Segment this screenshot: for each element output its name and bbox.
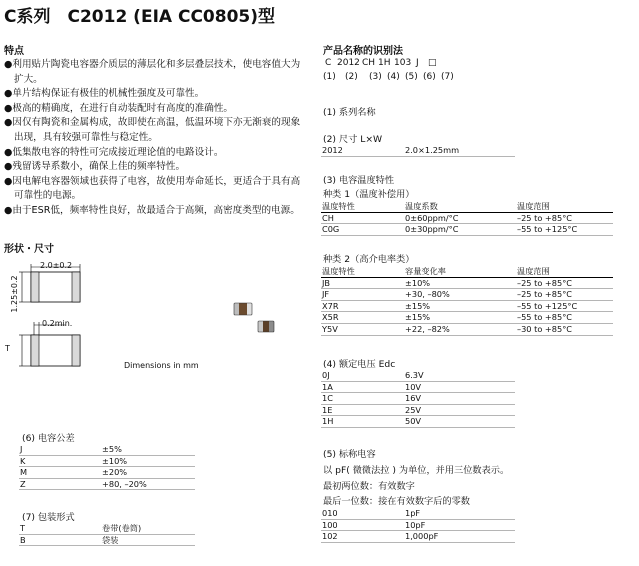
capacitance-line: 以 pF( 微微法拉 ) 为单位，并用三位数表示。	[323, 465, 510, 476]
table-row: K ±10%	[19, 455, 195, 467]
table-row: C0G 0±30ppm/°C –55 to +125°C	[321, 224, 613, 236]
class1-heading: 种类 1（温度补偿用）	[323, 189, 415, 200]
table-row: B 袋装	[19, 534, 195, 546]
feature-item: ●残留诱导系数小，确保上佳的频率特性。	[4, 161, 186, 173]
tolerance-heading: (6) 电容公差	[22, 433, 75, 444]
table-row: 2012 2.0×1.25mm	[321, 145, 515, 156]
voltage-table	[321, 370, 515, 428]
table-row: 1A 10V	[321, 381, 515, 393]
capacitance-line: 最初两位数：有效数字	[323, 481, 415, 492]
table-row: X7R ±15% –55 to +125°C	[321, 300, 613, 312]
capacitance-table	[321, 508, 515, 543]
table-row: 1H 50V	[321, 416, 515, 428]
class1-table	[321, 201, 613, 236]
table-row: M ±20%	[19, 467, 195, 479]
table-row: J ±5%	[19, 444, 195, 455]
voltage-heading: (4) 额定电压 Edc	[323, 359, 396, 370]
features-list	[4, 58, 308, 219]
feature-item: ●极高的精确度，在进行自动装配时有高度的准确性。	[4, 102, 234, 114]
table-header-row: 温度特性 温度系数 温度范围	[321, 201, 613, 212]
chip-photo-2	[258, 321, 274, 332]
terminal-right	[72, 272, 80, 302]
chip-photo	[226, 296, 286, 340]
table-row: JF +30, –80% –25 to +85°C	[321, 289, 613, 301]
packaging-table	[19, 523, 195, 546]
table-row: 1C 16V	[321, 393, 515, 405]
class2-table	[321, 266, 613, 336]
part-number-heading: 产品名称的识别法	[323, 46, 403, 57]
table-row: 010 1pF	[321, 508, 515, 519]
features-heading: 特点	[4, 46, 24, 57]
dim-width-label: 2.0±0.2	[40, 261, 73, 270]
part-code: C 2012 CH 1H 103 J □	[325, 58, 437, 68]
dim-height-label: 1.25±0.2	[9, 275, 19, 313]
capacitance-line: 最后一位数：接在有效数字后的零数	[323, 496, 470, 507]
table-row: 1E 25V	[321, 404, 515, 416]
units-note: Dimensions in mm	[124, 361, 199, 370]
table-row: CH 0±60ppm/°C –25 to +85°C	[321, 212, 613, 224]
feature-item: ●因电解电容器领域也获得了电容，故使用寿命延长，更适合于具有高可靠性的电源。	[4, 175, 301, 202]
temp-char-heading: (3) 电容温度特性	[323, 175, 395, 186]
dimensions-heading: (2) 尺寸 L×W	[323, 134, 383, 145]
table-row: 102 1,000pF	[321, 531, 515, 543]
table-row: 0J 6.3V	[321, 370, 515, 381]
dim-t-label: T	[5, 344, 10, 353]
table-row: X5R ±15% –55 to +85°C	[321, 312, 613, 324]
table-row: Z +80, –20%	[19, 478, 195, 490]
shape-heading: 形状・尺寸	[4, 244, 54, 255]
feature-item: ●因仅有陶瓷和金属构成，故即使在高温，低温环境下亦无渐衰的现象出现，具有较强可靠性与稳定性。	[4, 117, 301, 143]
table-row: T 卷带(卷筒)	[19, 523, 195, 534]
feature-item: ●低集散电容的特性可完成接近理论值的电路设计。	[4, 146, 224, 158]
feature-item: ●单片结构保证有极佳的机械性强度及可靠性。	[4, 88, 205, 100]
series-name-heading: (1) 系列名称	[323, 107, 376, 118]
feature-item: ●利用贴片陶瓷电容器介质层的薄层化和多层叠层技术，使电容值大为扩大。	[4, 59, 301, 85]
tolerance-table	[19, 444, 195, 490]
table-header-row: 温度特性 容量变化率 温度范围	[321, 266, 613, 277]
packaging-heading: (7) 包装形式	[22, 512, 75, 523]
class2-heading: 种类 2（高介电率类）	[323, 254, 415, 265]
table-row: 100 10pF	[321, 519, 515, 531]
feature-item: ●由于ESR低，频率特性良好，故最适合于高频，高密度类型的电源。	[4, 204, 300, 216]
part-code-indices: (1) (2) (3) (4) (5) (6) (7)	[323, 72, 454, 82]
table-row: JB ±10% –25 to +85°C	[321, 277, 613, 289]
terminal-left	[31, 272, 39, 302]
page-title: C系列 C2012 (EIA CC0805)型	[4, 7, 276, 27]
table-row: Y5V +22, –82% –30 to +85°C	[321, 323, 613, 335]
chip-photo-1	[234, 303, 252, 315]
dimensions-table	[321, 145, 515, 157]
dim-terminal-label: 0.2min.	[42, 319, 73, 328]
capacitance-heading: (5) 标称电容	[323, 449, 376, 460]
